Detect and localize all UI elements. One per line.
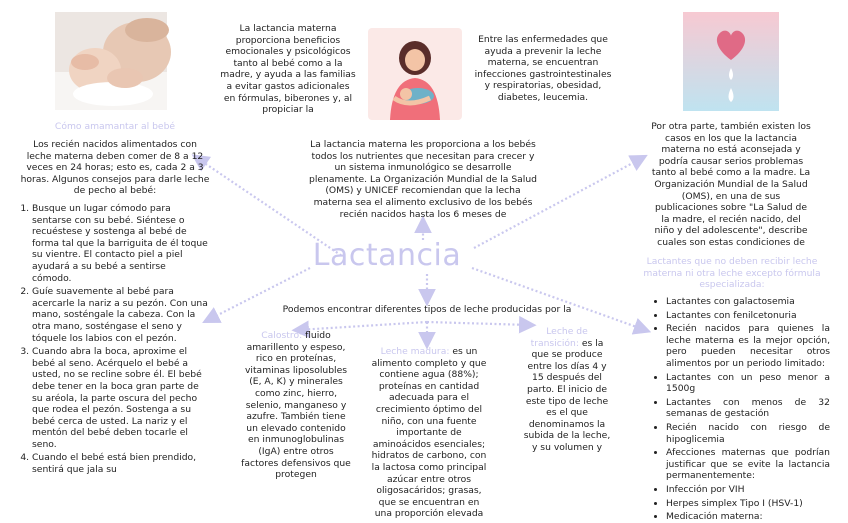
list-item: • Herpes simplex Tipo I (HSV-1) <box>666 498 830 510</box>
transition-milk-block <box>522 326 612 466</box>
list-item: • Afecciones maternas que podrían justificar que se evite la lactancia permanentemente: <box>666 447 830 482</box>
mother-illustration <box>368 28 462 120</box>
contraindications-list <box>644 296 830 523</box>
list-item: • Recién nacido con riesgo de hipoglicemia <box>666 422 830 445</box>
contraindications-heading: Lactantes que no deben recibir leche materna ni otra leche excepto fórmula especializada: <box>643 256 821 291</box>
calostro-text: fluido amarillento y espeso, rico en proteínas, vitaminas liposolubles (E, A, K) y minerales como zinc, hierro, selenio, manganeso y azufre. También tiene un elevado contenido en inmunoglobulinas (IgA) entre otros factores defensivos que protegen <box>241 330 351 481</box>
nutrients-text: La lactancia materna les proporciona a los bebés todos los nutrientes que necesitan para crecer y un sistema inmunológico se desarrolle plenamente. La Organización Mundial de la Salud (OMS) y UNICEF recomiendan que la lecha materna sea el alimento exclusivo de los bebés recién nacidos hasta los 6 meses de <box>308 139 538 220</box>
calostro-block <box>240 330 352 492</box>
list-item: • Lactantes con menos de 32 semanas de gestación <box>666 397 830 420</box>
arrow-to-transicion <box>427 322 530 325</box>
benefits-text: La lactancia materna proporciona beneficios emocionales y psicológicos tanto al bebé como a la madre, y ayuda a las familias a evitar gastos adicionales en fórmulas, biberones y, al propiciar la <box>220 23 356 116</box>
milk-types-intro: Podemos encontrar diferentes tipos de leche producidas por la <box>282 304 572 315</box>
step-item: 3. Cuando abra la boca, aproxime el bebé al seno. Acérquelo el bebé a usted, no se recline sobre él. El bebé debe tener en la boca gran parte de su aréola, la parte oscura del pecho que rodea el pezón. Sostenga a su bebé cerca de usted. La nariz y el mentón del bebé deben tocarle el seno. <box>32 346 208 450</box>
mature-milk-label: Leche madura: <box>380 346 450 357</box>
mature-milk-block <box>370 346 488 520</box>
list-item: • Lactantes con un peso menor a 1500g <box>666 372 830 395</box>
list-item: • Lactantes con galactosemia <box>666 296 830 308</box>
calostro-label: Calostro: <box>261 330 303 341</box>
step-item: 2. Guíe suavemente al bebé para acercarle la nariz a su pezón. Con una mano, sosténgale la cabeza. Con la otra mano, sosténgase el seno y tóquele los labios con el pezón. <box>32 286 208 344</box>
heart-drops-illustration <box>683 12 779 111</box>
list-item: • Medicación materna: <box>666 511 830 523</box>
list-item: • Lactantes con fenilcetonuria <box>666 310 830 322</box>
baby-photo <box>55 12 167 110</box>
central-title: Lactancia <box>312 238 462 273</box>
transition-milk-label: Leche de transición: <box>530 326 588 349</box>
arrow-to-calostro <box>298 322 427 330</box>
contraindications-intro: Por otra parte, también existen los casos en los que la lactancia materna no está aconsejada y podría causar serios problemas tanto al bebé como a la madre. La Organización Mundial de la Salud (OMS), en una de sus publicaciones sobre "La Salud de la madre, el recién nacido, del niño y del adolescente", describe cuales son estas condiciones de <box>651 121 811 248</box>
breastfeeding-intro: Los recién nacidos alimentados con leche materna deben comer de 8 a 12 veces en 24 horas; esto es, cada 2 a 3 horas. Algunos consejos para darle leche de pecho al bebé: <box>20 139 210 197</box>
breastfeeding-heading: Cómo amamantar al bebé <box>54 121 176 132</box>
arrow-to-right-list <box>472 268 645 330</box>
step-item: 1. Busque un lugar cómodo para sentarse con su bebé. Siéntese o recuéstese y sostenga al bebé de forma tal que la barriguita de él toque su vientre. El contacto piel a piel ayudará a su bebé a sentirse cómodo. <box>32 203 208 284</box>
diseases-text: Entre las enfermedades que ayuda a prevenir la leche materna, se encuentran infecciones gastrointestinales y respiratorias, obesidad, diabetes, leucemia. <box>474 34 612 103</box>
step-item: 4. Cuando el bebé está bien prendido, sentirá que jala su <box>32 452 208 475</box>
mature-milk-text: es un alimento completo y que contiene agua (88%); proteínas en cantidad adecuada para el crecimiento óptimo del niño, con una fuente importante de aminoácidos esenciales; hidratos de carbono, con la lactosa como principal azúcar entre otros oligosacáridos; grasas, que se encuentran en una proporción elevada <box>371 346 487 520</box>
list-item: • Infección por VIH <box>666 484 830 496</box>
transition-milk-text: es la que se produce entre los días 4 y 15 después del parto. El inicio de este tipo de leche es el que denominamos la subida de la leche, y su volumen y <box>523 337 611 453</box>
breastfeeding-steps <box>10 203 208 493</box>
list-item: • Recién nacidos para quienes la leche materna es la mejor opción, pero pueden necesitar otros alimentos por un periodo limitado: <box>666 323 830 369</box>
